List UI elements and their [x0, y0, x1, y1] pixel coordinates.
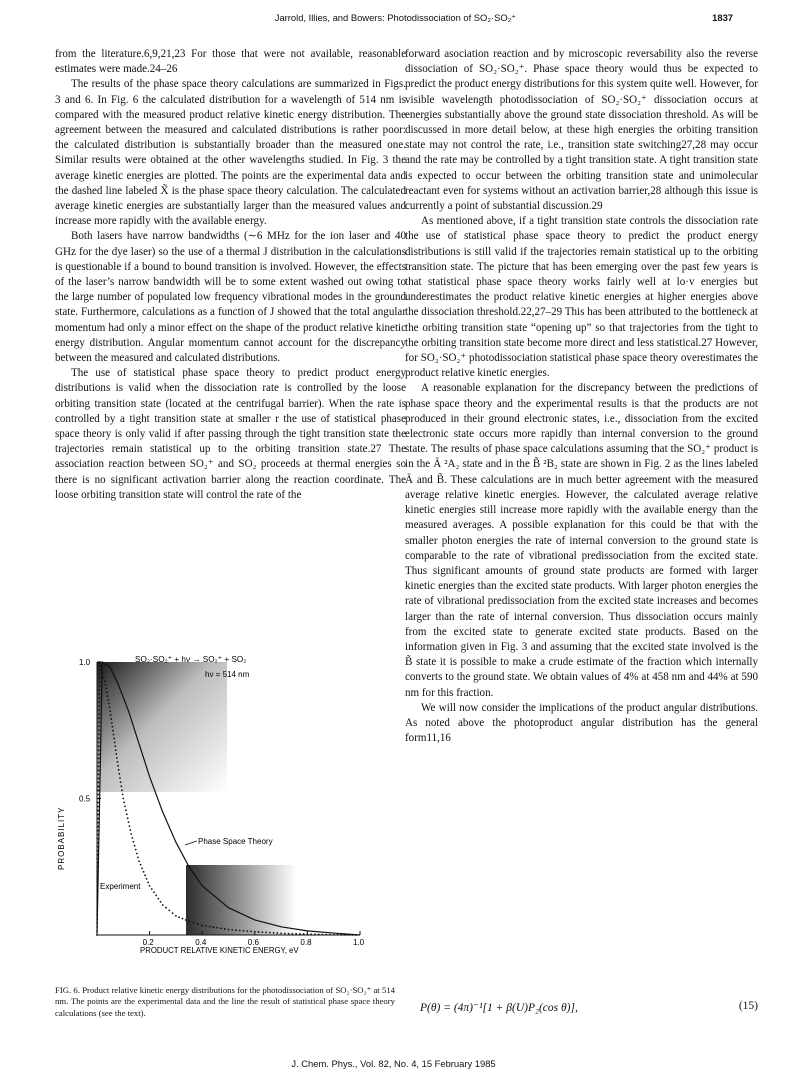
experiment-data-point [101, 669, 103, 671]
experiment-data-point [337, 934, 339, 936]
experiment-data-point [97, 794, 99, 796]
left-paragraph-2: The results of the phase space theory calculations are summarized in Figs. 3 and 6. In Fig. 6 the calculated distribution for a wavelength of 514 nm is compared with the measured product relative kinetic energy distribution. The agreement between the measured and calculated distributions is rather poor: the calculated distribution is substantially broader than the measured one. Similar results were obtained at the other wavelengths studied. In Fig. 3 the average kinetic energies are plotted. The points are the experimental data and the dashed line labeled X̃ is the phase space theory calculation. The calculated average kinetic energies are substantially larger than the measured values and increase more rapidly with the available energy. [55, 78, 406, 228]
experiment-data-point [97, 806, 99, 808]
left-paragraph-1: from the literature.6,9,21,23 For those that were not available, reasonable estimates were made.24–26 [55, 48, 406, 76]
experiment-data-point [97, 890, 99, 892]
experiment-data-point [123, 802, 125, 804]
equation-text: P(θ) = (4π)⁻¹[1 + β(U)P₂(cos θ)], [420, 1002, 578, 1014]
experiment-data-point [307, 933, 309, 935]
experiment-data-point [273, 932, 275, 934]
experiment-data-point [129, 829, 131, 831]
experiment-data-point [107, 699, 109, 701]
experiment-data-point [193, 922, 195, 924]
experiment-data-point [98, 709, 100, 711]
experiment-data-point [144, 874, 146, 876]
experiment-data-point [112, 726, 114, 728]
experiment-data-point [265, 932, 267, 934]
experiment-data-point [96, 902, 98, 904]
experiment-data-point [127, 817, 129, 819]
experiment-data-point [98, 729, 100, 731]
y-axis-title: PROBABILITY [57, 806, 66, 870]
experiment-data-point [98, 737, 100, 739]
experiment-data-point [209, 926, 211, 928]
experiment-data-point [280, 932, 282, 934]
experiment-data-point [250, 931, 252, 933]
experiment-data-point [103, 676, 105, 678]
experiment-data-point [352, 934, 354, 936]
experiment-data-point [128, 821, 130, 823]
x-tick-label: 0.6 [247, 938, 259, 947]
right-paragraph-2: As mentioned above, if a tight transition state controls the dissociation rate the use of statistical phase space theory to predict the product energy distributions is still valid if the trajectories remain statistical up to the orbiting transition state. The picture that has been emerging over the past few years is that statistical phase space theory works fairly well at lo·v energies but underestimates the product relative kinetic energies at higher energies above the dissociation threshold.22,27–29 This has been attributed to the bottleneck at the orbiting transition state “opening up” so that trajectories from the tight to the orbiting transition state become more direct and less statistical.27 However, for SO₂·SO₂⁺ photodissociation statistical phase space theory overestimates the product relative kinetic energies. [405, 215, 758, 380]
experiment-data-point [98, 721, 100, 723]
experiment-data-point [224, 928, 226, 930]
right-paragraph-3: A reasonable explanation for the discrepancy between the predictions of phase space theory and the experimental results is that the products are not produced in their ground electronic states, i.e., dissociation from the excited electronic state occurs more rapidly than internal conversion to the ground state. The results of phase space calculations assuming that the SO₂⁺ product is in the Ã ²A₂ state and in the B̃ ²B₂ state are shown in Fig. 2 as the lines labeled Ã and B̃. These calculations are in much better agreement with the measured average relative kinetic energies. However, the calculated average relative kinetic energies still increase more rapidly with the available energy than the measured averages. A possible explanation for this could be that with the smaller photon energies the rate of internal conversion to the ground state is comparable to the rate of vibrational predissociation from the excited state. Thus significant amounts of ground state products are formed with larger kinetic energies than the excited state products. With larger photon energies the rate of vibrational predissociation from the excited state increases and becomes larger than the rate of internal conversion. Thus dissociation occurs mainly from the excited state to generate excited state products. Based on the information given in Fig. 3 and assuming that the excited state involved is the B̃ state it is possible to make a crude estimate of the fraction which internally converts to the ground state. We obtain values of 4% at 458 nm and 44% at 590 nm for this fraction. [405, 382, 758, 699]
experiment-data-point [98, 685, 100, 687]
phase-space-theory-label: Phase Space Theory [198, 837, 273, 846]
experiment-data-point [97, 862, 99, 864]
experiment-data-point [340, 934, 342, 936]
figure-6 [40, 640, 390, 960]
running-title: Jarrold, Illies, and Bowers: Photodissociation of SO₂·SO₂⁺ [274, 12, 517, 23]
experiment-data-point [98, 769, 100, 771]
experiment-data-point [151, 888, 153, 890]
experiment-data-point [105, 688, 107, 690]
experiment-data-point [120, 781, 122, 783]
experiment-data-point [261, 931, 263, 933]
experiment-data-point [104, 680, 106, 682]
chart-svg [40, 640, 390, 960]
experiment-data-point [254, 931, 256, 933]
experiment-data-point [258, 931, 260, 933]
experiment-data-point [291, 933, 293, 935]
experiment-data-point [243, 930, 245, 932]
experiment-data-point [146, 878, 148, 880]
experiment-data-point [162, 904, 164, 906]
experiment-data-point [99, 677, 101, 679]
experiment-data-point [97, 830, 99, 832]
experiment-data-point [182, 918, 184, 920]
experiment-data-point [99, 681, 101, 683]
experiment-data-point [168, 910, 170, 912]
right-paragraph-4: We will now consider the implications of the product angular distributions. As noted above the photoproduct angular distribution has the general form11,16 [405, 701, 758, 745]
experiment-data-point [122, 794, 124, 796]
experiment-data-point [98, 778, 100, 780]
experiment-data-point [111, 722, 113, 724]
experiment-data-point [98, 693, 100, 695]
experiment-data-point [107, 695, 109, 697]
experiment-data-point [205, 925, 207, 927]
experiment-data-point [98, 774, 100, 776]
experiment-data-point [98, 733, 100, 735]
experiment-data-point [109, 710, 111, 712]
experiment-data-point [355, 934, 357, 936]
experiment-data-point [131, 837, 133, 839]
experiment-data-point [96, 934, 98, 936]
experiment-data-point [96, 898, 98, 900]
experiment-data-point [98, 713, 100, 715]
experiment-data-point [299, 933, 301, 935]
experiment-data-point [175, 915, 177, 917]
x-tick-label: 0.8 [300, 938, 312, 947]
experiment-data-point [115, 753, 117, 755]
experiment-data-point [97, 798, 99, 800]
experiment-data-point [228, 929, 230, 931]
experiment-data-point [160, 901, 162, 903]
experiment-data-point [96, 926, 98, 928]
experiment-data-point [303, 933, 305, 935]
experiment-data-point [120, 785, 122, 787]
experiment-data-point [155, 895, 157, 897]
experiment-data-point [220, 927, 222, 929]
experiment-data-point [97, 886, 99, 888]
y-tick-label: 0.5 [79, 794, 91, 804]
experiment-data-point [97, 874, 99, 876]
left-paragraph-4: The use of statistical phase space theory to predict product energy distributions is valid when the dissociation rate is controlled by the loose orbiting transition state (located at the centrifugal barrier). When the rate is controlled by a tight transition state at smaller r the use of statistical phase space theory is only valid if after passing through the tight transition state the trajectories remain statistical up to the orbiting transition state.27 The association reaction between SO₂⁺ and SO₂ proceeds at thermal energies so there is no significant activation barrier along the reaction coordinate. The loose orbiting transition state will control the rate of the [55, 367, 406, 501]
experiment-data-point [105, 684, 107, 686]
experiment-data-point [106, 691, 108, 693]
experiment-data-point [96, 930, 98, 932]
experiment-data-point [329, 934, 331, 936]
wavelength-label: hν = 514 nm [205, 670, 250, 679]
reaction-label: SO₂·SO₂⁺ + hν → SO₂⁺ + SO₂ [135, 655, 247, 664]
experiment-data-point [157, 898, 159, 900]
experiment-data-point [98, 757, 100, 759]
experiment-data-point [110, 718, 112, 720]
experiment-data-point [97, 866, 99, 868]
experiment-data-point [147, 881, 149, 883]
experiment-data-point [235, 929, 237, 931]
experiment-data-point [284, 933, 286, 935]
experiment-data-point [348, 934, 350, 936]
experiment-data-point [97, 790, 99, 792]
x-tick-label: 1.0 [353, 938, 365, 947]
experiment-data-point [125, 809, 127, 811]
experiment-data-point [116, 757, 118, 759]
experiment-data-point [97, 814, 99, 816]
experiment-data-point [318, 934, 320, 936]
experiment-label: Experiment [100, 882, 141, 891]
experiment-data-point [115, 749, 117, 751]
experiment-data-point [98, 745, 100, 747]
experiment-data-point [344, 934, 346, 936]
experiment-data-point [172, 912, 174, 914]
experiment-data-point [149, 885, 151, 887]
experiment-data-point [117, 765, 119, 767]
experiment-data-point [310, 933, 312, 935]
experiment-data-point [129, 825, 131, 827]
experiment-data-point [96, 918, 98, 920]
experiment-data-point [102, 673, 104, 675]
experiment-data-point [197, 923, 199, 925]
experiment-data-point [98, 782, 100, 784]
experiment-data-point [246, 930, 248, 932]
experiment-data-point [213, 926, 215, 928]
experiment-data-point [119, 777, 121, 779]
experiment-data-point [113, 738, 115, 740]
experiment-data-point [231, 929, 233, 931]
experiment-data-point [97, 838, 99, 840]
experiment-data-point [114, 741, 116, 743]
equation-15 [420, 1000, 758, 1014]
experiment-data-point [130, 833, 132, 835]
experiment-data-point [138, 860, 140, 862]
experiment-data-point [143, 871, 145, 873]
experiment-data-point [98, 717, 100, 719]
experiment-data-point [96, 914, 98, 916]
experiment-data-point [109, 706, 111, 708]
experiment-data-point [97, 846, 99, 848]
experiment-data-point [133, 841, 135, 843]
right-column [405, 47, 758, 746]
experiment-data-point [96, 910, 98, 912]
experiment-data-point [98, 705, 100, 707]
experiment-data-point [98, 749, 100, 751]
figure-shading-lower [186, 865, 296, 935]
experiment-data-point [99, 669, 101, 671]
experiment-data-point [269, 932, 271, 934]
experiment-data-point [201, 925, 203, 927]
experiment-data-point [98, 786, 100, 788]
experiment-data-point [96, 894, 98, 896]
experiment-data-point [118, 769, 120, 771]
experiment-data-point [185, 919, 187, 921]
experiment-data-point [333, 934, 335, 936]
experiment-data-point [97, 842, 99, 844]
experiment-data-point [117, 761, 119, 763]
experiment-data-point [97, 854, 99, 856]
experiment-data-point [113, 734, 115, 736]
caption-label: FIG. 6. [55, 985, 80, 995]
experiment-data-point [98, 725, 100, 727]
page-footer: J. Chem. Phys., Vol. 82, No. 4, 15 February 1985 [291, 1058, 496, 1069]
experiment-data-point [97, 802, 99, 804]
experiment-data-point [134, 845, 136, 847]
experiment-data-point [121, 789, 123, 791]
experiment-data-point [178, 916, 180, 918]
experiment-data-point [98, 753, 100, 755]
experiment-data-point [98, 761, 100, 763]
experiment-data-point [135, 849, 137, 851]
experiment-data-point [295, 933, 297, 935]
experiment-data-point [126, 813, 128, 815]
y-tick-label: 1.0 [79, 658, 91, 667]
experiment-data-point [100, 665, 102, 667]
figure-caption [55, 985, 395, 1019]
experiment-data-point [98, 689, 100, 691]
experiment-data-point [96, 922, 98, 924]
experiment-data-point [99, 673, 101, 675]
experiment-data-point [97, 834, 99, 836]
x-axis-title: PRODUCT RELATIVE KINETIC ENERGY, eV [140, 946, 299, 955]
experiment-data-point [188, 920, 190, 922]
page-number: 1837 [712, 12, 733, 23]
x-tick-label: 0.2 [142, 938, 154, 947]
experiment-data-point [216, 927, 218, 929]
experiment-data-point [99, 661, 101, 663]
caption-text: Product relative kinetic energy distributions for the photodissociation of SO₂·SO₂⁺ at 514 nm. The points are the experimental data and the line the result of statistical phase space theory calculations (see the text). [55, 985, 396, 1018]
equation-number: (15) [738, 1000, 758, 1012]
running-header [58, 12, 733, 28]
experiment-data-point [124, 805, 126, 807]
experiment-data-point [288, 933, 290, 935]
experiment-data-point [140, 864, 142, 866]
experiment-data-point [98, 701, 100, 703]
experiment-data-point [97, 882, 99, 884]
left-column [55, 47, 406, 503]
experiment-data-point [325, 934, 327, 936]
experiment-data-point [141, 867, 143, 869]
experiment-data-point [110, 714, 112, 716]
experiment-data-point [118, 773, 120, 775]
experiment-data-point [97, 870, 99, 872]
experiment-data-point [97, 822, 99, 824]
experiment-data-point [165, 907, 167, 909]
x-tick-label: 0.4 [195, 938, 207, 947]
experiment-data-point [98, 765, 100, 767]
experiment-data-point [97, 858, 99, 860]
experiment-data-point [239, 930, 241, 932]
experiment-data-point [114, 745, 116, 747]
experiment-data-point [108, 703, 110, 705]
left-paragraph-3: Both lasers have narrow bandwidths (∼6 MHz for the ion laser and 40 GHz for the dye laser) so the use of a thermal J distribution in the calculations is questionable if a bound to bound transition is involved. However, the effects of the laser’s narrow bandwidth will be to some extent washed out owing to the large number of populated low frequency vibrational modes in the ground state. Furthermore, calculations as a function of J showed that the total angular momentum had only a minor effect on the shape of the product relative kinetic energy distribution. Angular momentum cannot account for the discrepancy between the measured and calculated distributions. [55, 230, 406, 365]
experiment-data-point [96, 906, 98, 908]
experiment-data-point [322, 934, 324, 936]
right-paragraph-1: forward asociation reaction and by microscopic reversability also the reverse dissociation of SO₂·SO₂⁺. Phase space theory would thus be expected to predict the product energy distributions for this system quite well. However, for visible wavelength photodissociation of SO₂·SO₂⁺ dissociation occurs at energies substantially above the ground state dissociation threshold. As will be discussed in more detail below, at these high energies the orbiting transition state may not control the rate, i.e., transition state switching27,28 may occur and the rate may be controlled by a tight transition state. A tight transition state is expected to occur between the orbiting transition state and unimolecular reactant even for systems without an activation barrier,28 although this issue is currently a point of substantial discussion.29 [405, 48, 758, 213]
experiment-data-point [98, 741, 100, 743]
experiment-data-point [136, 853, 138, 855]
experiment-data-point [97, 850, 99, 852]
experiment-data-point [112, 730, 114, 732]
experiment-data-point [314, 933, 316, 935]
experiment-data-point [97, 818, 99, 820]
experiment-data-point [122, 798, 124, 800]
experiment-data-point [276, 932, 278, 934]
experiment-data-point [97, 810, 99, 812]
experiment-data-point [98, 697, 100, 699]
experiment-data-point [137, 856, 139, 858]
experiment-data-point [153, 891, 155, 893]
experiment-data-point [97, 878, 99, 880]
experiment-data-point [97, 826, 99, 828]
theory-label-leader [185, 841, 197, 845]
